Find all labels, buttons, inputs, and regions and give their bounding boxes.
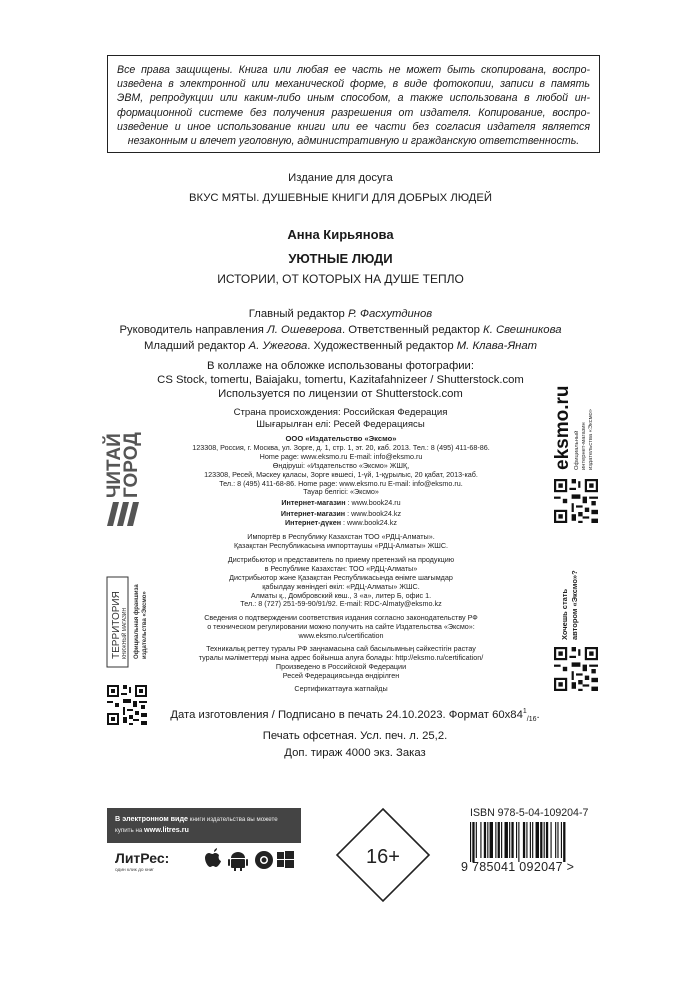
barcode-bar [480, 822, 481, 858]
browser-icon [255, 851, 273, 869]
copyright-line: ЭВМ, репродукции или каким-либо иным способом, а также использована в любой ин- [117, 92, 590, 105]
barcode-bar [526, 822, 527, 858]
origin-kz: Шығарылған елі: Ресей Федерациясы [256, 419, 425, 430]
barcode-bar [544, 822, 545, 858]
importer-kz: Қазақстан Республикасына импорттаушы «РДЦ-Алматы» ЖШС. [233, 540, 449, 550]
qr-icon [554, 479, 598, 523]
print-date: Дата изготовления / Подписано в печать 24.10.2023. Формат 60x84 [170, 708, 523, 721]
shop-kz-url[interactable]: : www.book24.kz [345, 509, 402, 519]
head-editor-line [0, 323, 681, 337]
eksmo-note1: Официальный [574, 430, 580, 470]
qr-icon [107, 685, 147, 725]
barcode-bar [495, 822, 496, 858]
print-info [160, 703, 550, 762]
hochesh-line1: Хочешь стать [560, 588, 569, 640]
barcode-number: 9 785041 092047 > [461, 860, 575, 874]
book-title: УЮТНЫЕ ЛЮДИ [288, 251, 393, 266]
territory-note1: Официальная франшиза [134, 584, 140, 659]
eksmo-note3: издательства «Эксмо» [588, 409, 594, 470]
shop-ru-url[interactable]: : www.book24.ru [345, 498, 401, 508]
territory-sub: КНИЖНЫЙ МАГАЗИН [122, 607, 128, 659]
photo-credits-line1: В коллаже на обложке использованы фотографии: [206, 360, 475, 372]
barcode-bars-icon [462, 822, 602, 862]
territory-note2: издательства «Эксмо» [142, 591, 148, 659]
cert-line: Ресей Федерациясында өндірілген [282, 670, 400, 680]
publisher-address: 123308, Россия, г. Москва, ул. Зорге, д. 1, стр. 1, эт. 20, каб. 2013. Тел.: 8 (495) 411-68-86. [192, 442, 490, 452]
chitai-line2: ГОРОД [121, 432, 142, 498]
shop-kz2-url[interactable]: : www.book24.kz [341, 518, 397, 528]
barcode-bar [530, 822, 531, 858]
junior-editor-line [0, 339, 681, 353]
shop-kz2 [170, 519, 512, 528]
isbn: ISBN 978-5-04-109204-7 [470, 807, 589, 819]
cert-line: Произведено в Российской Федерации [275, 661, 407, 671]
origin-ru: Страна происхождения: Российская Федерация [233, 407, 448, 418]
barcode-bar [540, 822, 542, 858]
junior-label: Младший редактор [143, 340, 249, 352]
art-label: . Художественный редактор [307, 340, 457, 352]
barcode-bar [516, 822, 517, 858]
age-rating-badge [335, 807, 431, 903]
distrib-line: Тел.: 8 (727) 251-59-90/91/92. E-mail: RDC-Almaty@eksmo.kz [240, 599, 442, 609]
book-subtitle: ИСТОРИИ, ОТ КОТОРЫХ НА ДУШЕ ТЕПЛО [217, 272, 464, 286]
barcode-bar [509, 822, 510, 858]
barcode-bar [551, 822, 552, 858]
territory-qr-code[interactable] [107, 685, 147, 725]
become-author-note [556, 572, 592, 642]
barcode-bar [518, 822, 519, 862]
format-sup: 1 [522, 708, 527, 715]
barcode-bar [536, 822, 539, 858]
litres-tagline: один клик до книг [115, 868, 155, 873]
territory-title: ТЕРРИТОРИЯ [111, 591, 122, 659]
barcode-bar [557, 822, 558, 858]
publisher-kz-name: Өндіруші: «Издательство «Эксмо» ЖШҚ, [272, 460, 410, 470]
publisher-kz-brand: Тауар белгісі: «Эксмо» [303, 487, 379, 497]
distrib-line: Алматы қ., Домбровский көш., 3 «а», литер Б, офис 1. [250, 590, 432, 600]
copyright-line: незаконным и влечет уголовную, административную и гражданскую ответственность. [127, 135, 580, 148]
chitai-gorod-icon [103, 418, 142, 526]
barcode-bar [498, 822, 500, 858]
print-date-line [160, 703, 550, 728]
cert-line: Сертификаттауға жатпайды [294, 683, 388, 693]
chitai-gorod-logo [103, 418, 142, 526]
qr-icon [554, 647, 598, 691]
photo-credits-line3: Используется по лицензии от Shutterstock.com [218, 388, 463, 400]
litres-banner-line1 [115, 814, 293, 825]
publisher-kz-phone: Тел.: 8 (495) 411-68-86. Home page: www.eksmo.ru E-mail: info@eksmo.ru. [219, 478, 463, 488]
cert-url[interactable]: www.eksmo.ru/certification [298, 631, 384, 641]
copyright-notice-box [107, 55, 600, 153]
chief-editor-name: Р. Фасхутдинов [347, 308, 433, 320]
importer-ru: Импортёр в Республику Казахстан ТОО «РДЦ-Алматы». [247, 532, 435, 542]
chief-editor-label: Главный редактор [248, 308, 348, 320]
series-name: ВКУС МЯТЫ. ДУШЕВНЫЕ КНИГИ ДЛЯ ДОБРЫХ ЛЮДЕЙ [189, 192, 492, 204]
litres-buy-label: купить на [115, 827, 145, 834]
publisher-name: ООО «Издательство «Эксмо» [285, 434, 397, 443]
barcode-bar [472, 822, 474, 862]
shop-kz-label: Интернет-магазин [280, 509, 346, 519]
copyright-line: изведена в электронной или механической форме, в виде фотокопии, записи в память [117, 78, 590, 91]
photo-credits-line2: CS Stock, tomertu, Baiajaku, tomertu, Kazitafahnizeer / Shutterstock.com [157, 374, 524, 386]
head-label: Руководитель направления [119, 324, 268, 336]
publisher-block [170, 435, 512, 694]
litres-banner-bold: В электронном виде [115, 814, 189, 823]
barcode-bar [470, 822, 471, 862]
become-author-icon [556, 572, 592, 642]
cert-line: о техническом регулировании можно получить на сайте Издательства «Эксмо»: [207, 622, 475, 632]
cert-line: Техникалық реттеу туралы РФ заңнамасына сай басылымның сәйкестігін растау [206, 644, 476, 654]
format-sub: /16 [526, 716, 537, 724]
distrib-line: Дистрибьютор и представитель по приему претензий на продукцию [227, 554, 455, 564]
publisher-web: Home page: www.eksmo.ru E-mail: info@eksmo.ru [259, 451, 423, 461]
eksmo-logo [550, 385, 600, 472]
eksmo-text: eksmo.ru [552, 385, 573, 470]
barcode-bar [501, 822, 502, 858]
barcode-bar [505, 822, 508, 858]
author-qr-code[interactable] [554, 647, 598, 691]
shop-kz2-label: Интернет-дүкен [284, 518, 342, 528]
hochesh-line2: автором «Эксмо»? [570, 570, 579, 640]
print-run: Доп. тираж 4000 экз. Заказ [284, 747, 426, 760]
barcode-bar [555, 822, 556, 858]
litres-banner [107, 808, 301, 843]
cert-line: туралы мәліметтерді мына адрес бойынша алуға болады: http://eksmo.ru/certification/ [198, 652, 484, 662]
litres-logo: ЛитРес: [115, 850, 170, 866]
publisher-kz-address: 123308, Ресей, Мәскеу қаласы, Зорге көшесі, 1-үй, 1-құрылыс, 20 қабат, 2013-каб. [204, 469, 478, 479]
litres-block [107, 808, 301, 874]
barcode-bar [563, 822, 565, 862]
copyright-line: Все права защищены. Книга или любая ее часть не может быть скопирована, воспро- [117, 64, 590, 76]
art-name: М. Клава-Янат [456, 340, 538, 352]
platform-icons [205, 848, 295, 872]
eksmo-icon [550, 385, 600, 472]
windows-icon [277, 851, 294, 868]
distrib-line: қабылдау жөніндегі өкіл: «РДЦ-Алматы» ЖШС. [262, 581, 420, 591]
barcode-bar [523, 822, 525, 858]
litres-banner-line2 [115, 825, 293, 836]
android-icon [228, 852, 248, 871]
print-date-end: . [536, 708, 540, 721]
junior-name: А. Ужегова [248, 340, 308, 352]
barcode-bar [511, 822, 513, 858]
age-rating-diamond-icon [335, 807, 431, 903]
barcode-bar [561, 822, 562, 858]
distrib-line: Дистрибьютор және Қазақстан Республикасында өнімге шағымдар [229, 572, 453, 582]
barcode-bar [484, 822, 486, 858]
barcode-bar [532, 822, 533, 858]
litres-url[interactable]: www.litres.ru [144, 825, 189, 834]
chief-editor-line [0, 307, 681, 321]
head-name: Л. Ошеверова [267, 324, 342, 336]
resp-label: . Ответственный редактор [341, 324, 484, 336]
barcode-bar [546, 822, 548, 858]
edition-type: Издание для досуга [288, 172, 393, 184]
distrib-line: в Республике Казахстан: ТОО «РДЦ-Алматы» [264, 563, 418, 573]
shop-ru [170, 499, 512, 508]
resp-name: К. Свешникова [483, 324, 562, 336]
age-rating-text: 16+ [366, 846, 400, 868]
apple-icon [205, 848, 221, 867]
barcode-bar [476, 822, 477, 858]
shop-ru-label: Интернет-магазин [281, 498, 346, 508]
copyright-line: изведение и иное использование книги или ее части без согласия издателя является [117, 120, 590, 133]
cert-line: Сведения о подтверждении соответствия издания согласно законодательству РФ [204, 613, 478, 623]
print-type: Печать офсетная. Усл. печ. л. 25,2. [262, 730, 448, 743]
copyright-line: формационной системе без получения разрешения от издателя. Копирование, воспро- [117, 106, 590, 119]
eksmo-note2: интернет-магазин [581, 422, 587, 470]
author-name: Анна Кирьянова [287, 227, 394, 242]
barcode-bar [490, 822, 493, 858]
litres-banner-rest: книги издательства вы можете [188, 816, 278, 823]
barcode-bar [487, 822, 488, 858]
eksmo-qr-code[interactable] [554, 479, 598, 523]
chitai-line1: ЧИТАЙ [104, 433, 125, 498]
